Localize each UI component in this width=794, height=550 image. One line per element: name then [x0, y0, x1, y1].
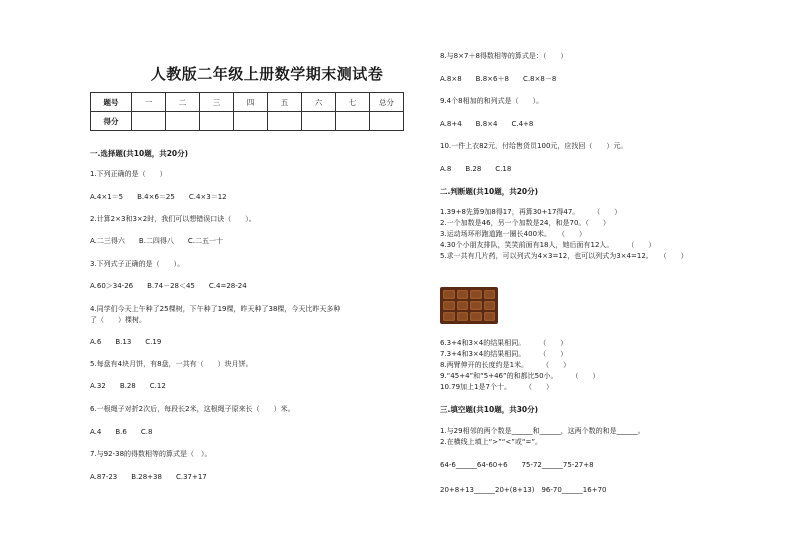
- question-8-options: [440, 75, 570, 84]
- score-cell[interactable]: [200, 112, 234, 131]
- score-header-cell: 五: [268, 93, 302, 112]
- question-1-options: [90, 193, 241, 202]
- option[interactable]: A.60＞34-26: [90, 282, 134, 290]
- compare-row: 64-6______64-60+6 75-72______75-27+8: [440, 461, 594, 469]
- question-9: 9.4个8相加的和列式是（ ）。: [440, 97, 544, 105]
- question-3: 3.下列式子正确的是（ ）。: [90, 260, 185, 268]
- score-row-label: 得分: [91, 112, 132, 131]
- section2-title: 二.判断题(共10题，共20分): [440, 187, 539, 196]
- option[interactable]: A.8: [440, 165, 452, 173]
- option[interactable]: B.28+38: [131, 473, 162, 481]
- question-5: 5.每盘有4块月饼，有8盘，一共有（ ）块月饼。: [90, 360, 253, 368]
- option[interactable]: B.4×6＝25: [137, 193, 175, 201]
- question-2-options: [90, 237, 237, 246]
- option[interactable]: C.12: [149, 382, 166, 390]
- section1-title: 一.选择题(共10题，共20分): [90, 149, 189, 158]
- page-title: 人教版二年级上册数学期末测试卷: [150, 65, 384, 83]
- option[interactable]: B.8×4: [475, 120, 498, 128]
- option[interactable]: C.19: [145, 338, 162, 346]
- score-header-cell: 六: [302, 93, 336, 112]
- judge-item: 1.39+8先算9加8得17，再算30+17得47。 （ ）: [440, 208, 622, 216]
- option[interactable]: C.4+8: [511, 120, 534, 128]
- score-header-cell: 二: [166, 93, 200, 112]
- judge-item: 6.3+4和3×4的结果相同。 （ ）: [440, 339, 568, 347]
- question-7-options: [90, 473, 221, 482]
- judge-item: 3.运动场环形跑道跑一圈长400米。 （ ）: [440, 230, 587, 238]
- score-table-row: [91, 112, 404, 131]
- option[interactable]: C.8×8－8: [522, 75, 557, 83]
- judge-item: 4.30个小朋友排队，笑笑前面有18人，她后面有12人。 （ ）: [440, 241, 656, 249]
- question-4-continued: 了（ ）棵树。: [90, 316, 146, 324]
- score-header-cell: 三: [200, 93, 234, 112]
- option[interactable]: A.32: [90, 382, 106, 390]
- option[interactable]: A.4×1＝5: [90, 193, 124, 201]
- option[interactable]: A.87-23: [90, 473, 118, 481]
- score-header-cell: 四: [234, 93, 268, 112]
- score-header-cell: 题号: [91, 93, 132, 112]
- score-header-cell: 一: [132, 93, 166, 112]
- option[interactable]: A.8×8: [440, 75, 462, 83]
- option[interactable]: B.8×6＋8: [475, 75, 509, 83]
- question-5-options: [90, 382, 180, 391]
- fill-question-2: 2.在横线上填上“>”“<”或“=”。: [440, 438, 543, 446]
- fill-question-1: 1.与29相邻的两个数是______和______，这两个数的和是______。: [440, 427, 645, 435]
- option[interactable]: B.6: [115, 428, 127, 436]
- option[interactable]: C.4=28-24: [208, 282, 247, 290]
- judge-item: 9.“45+4”和“5+46”的和都比50小。 （ ）: [440, 372, 600, 380]
- question-6: 6.一根绳子对折2次后，每段长2米，这根绳子原来长（ ）米。: [90, 405, 295, 413]
- option[interactable]: A.4: [90, 428, 102, 436]
- option[interactable]: C.二五一十: [187, 237, 224, 245]
- question-10: 10.一件上衣82元，付给售货员100元，应找回（ ）元。: [440, 142, 628, 150]
- question-2: 2.计算2×3和3×2时，我们可以想错误口诀（ ）。: [90, 215, 256, 223]
- judge-item: 10.79加上1是7个十。 （ ）: [440, 383, 553, 391]
- question-7: 7.与92-38的得数相等的算式是（ ）。: [90, 450, 212, 458]
- score-cell[interactable]: [268, 112, 302, 131]
- judge-item: 2.一个加数是46，另一个加数是24，和是70。（ ）: [440, 219, 610, 227]
- option[interactable]: C.4×3＝12: [188, 193, 227, 201]
- judge-item: 7.3+4和3×4的结果相同。 （ ）: [440, 350, 568, 358]
- judge-item: 8.两臂伸开的长度约是1米。 （ ）: [440, 361, 571, 369]
- option[interactable]: A.6: [90, 338, 102, 346]
- option[interactable]: C.8: [140, 428, 153, 436]
- score-table: [90, 92, 404, 131]
- question-8: 8.与8×7＋8得数相等的算式是：（ ）: [440, 52, 568, 60]
- score-cell[interactable]: [132, 112, 166, 131]
- question-1: 1.下列正确的是（ ）: [90, 170, 167, 178]
- score-header-cell: 七: [336, 93, 370, 112]
- section3-title: 三.填空题(共10题，共30分): [440, 405, 539, 414]
- score-header-cell: 总分: [370, 93, 404, 112]
- question-9-options: [440, 120, 547, 129]
- option[interactable]: B.28: [465, 165, 482, 173]
- option[interactable]: C.37+17: [175, 473, 207, 481]
- option[interactable]: B.13: [115, 338, 132, 346]
- score-cell[interactable]: [166, 112, 200, 131]
- option[interactable]: C.18: [495, 165, 512, 173]
- option[interactable]: A.8+4: [440, 120, 462, 128]
- compare-row: 20+8+13______20+(8+13) 96-70______16+70: [440, 486, 607, 494]
- question-4-options: [90, 338, 175, 347]
- option[interactable]: B.74－28＜45: [147, 282, 195, 290]
- question-10-options: [440, 165, 525, 174]
- score-cell[interactable]: [302, 112, 336, 131]
- question-4: 4.同学们今天上午种了25棵树，下午种了19棵，昨天种了38棵，今天比昨天多种: [90, 305, 341, 313]
- score-table-header-row: [91, 93, 404, 112]
- question-3-options: [90, 282, 261, 291]
- option[interactable]: B.28: [119, 382, 136, 390]
- judge-item: 5.求一共有几片药，可以列式为4×3=12，也可以列式为3×4=12。 （ ）: [440, 252, 688, 260]
- option[interactable]: A.二三得六: [90, 237, 125, 245]
- question-6-options: [90, 428, 166, 437]
- chocolate-image: [440, 287, 498, 324]
- score-cell[interactable]: [234, 112, 268, 131]
- option[interactable]: B.二四得八: [138, 237, 174, 245]
- score-cell[interactable]: [370, 112, 404, 131]
- score-cell[interactable]: [336, 112, 370, 131]
